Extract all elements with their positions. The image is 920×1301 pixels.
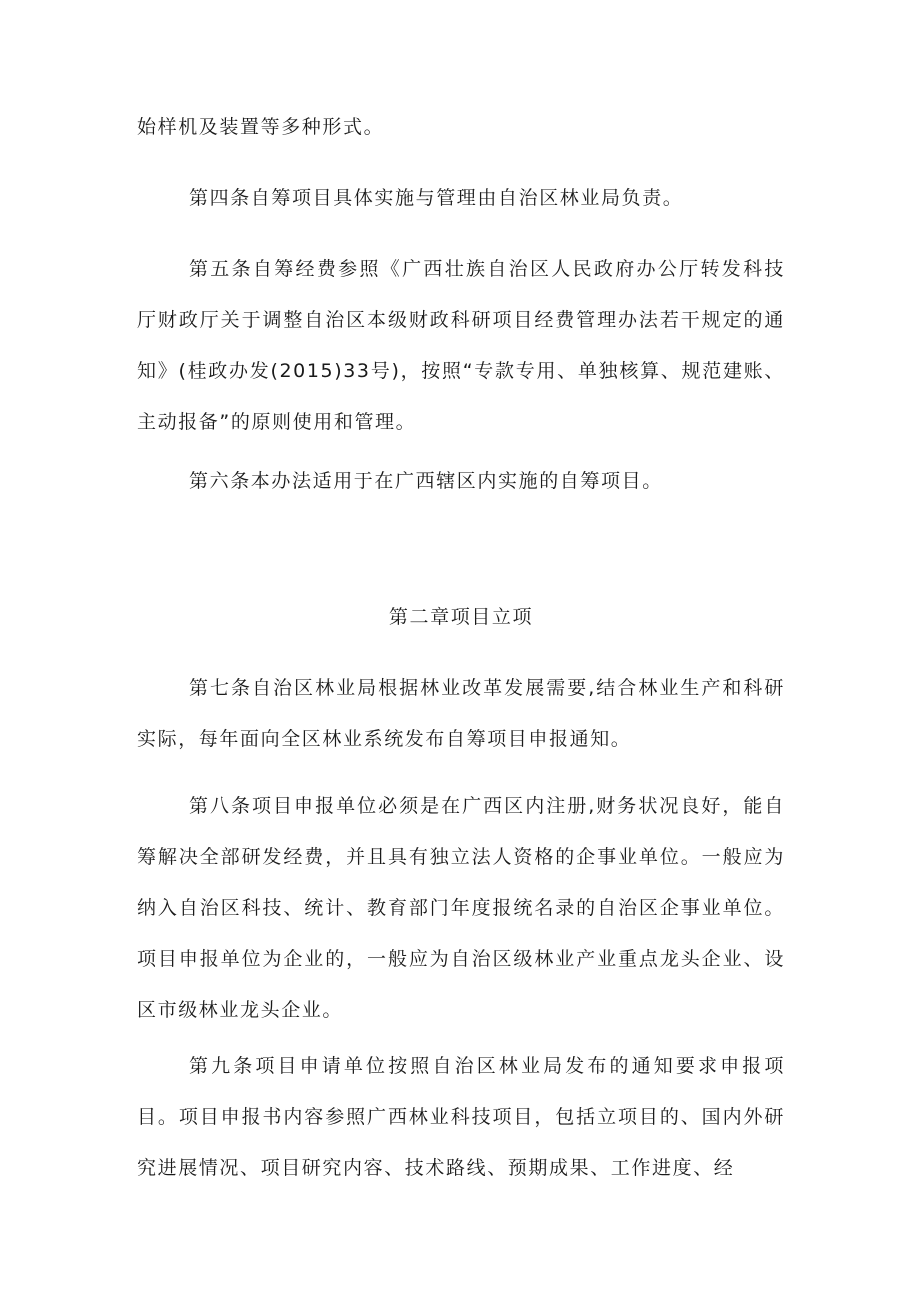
- article-4-paragraph: 第四条自筹项目具体实施与管理由自治区林业局负责。: [189, 187, 684, 209]
- article-7-paragraph: 第七条自治区林业局根据林业改革发展需要,结合林业生产和科研实际，每年面向全区林业系统发布自筹项目申报通知。: [137, 677, 785, 750]
- chapter-heading: 第二章项目立项: [388, 606, 534, 628]
- article-5-paragraph: 第五条自筹经费参照《广西壮族自治区人民政府办公厅转发科技厅财政厅关于调整自治区本级财政科研项目经费管理办法若干规定的通知》(桂政办发(2015)33号)，按照“专款专用、单独核算、规范建账、主动报备”的原则使用和管理。: [137, 258, 785, 433]
- article-9-paragraph: 第九条项目申请单位按照自治区林业局发布的通知要求申报项目。项目申报书内容参照广西林业科技项目，包括立项目的、国内外研究进展情况、项目研究内容、技术路线、预期成果、工作进度、经: [137, 1055, 785, 1179]
- article-6-paragraph: 第六条本办法适用于在广西辖区内实施的自筹项目。: [189, 470, 663, 492]
- article-8-paragraph: 第八条项目申报单位必须是在广西区内注册,财务状况良好，能自筹解决全部研发经费，并且具有独立法人资格的企事业单位。一般应为纳入自治区科技、统计、教育部门年度报统名录的自治区企事业单位。项目申报单位为企业的，一般应为自治区级林业产业重点龙头企业、设区市级林业龙头企业。: [137, 795, 785, 1021]
- paragraph-continuation: 始样机及装置等多种形式。: [137, 116, 385, 138]
